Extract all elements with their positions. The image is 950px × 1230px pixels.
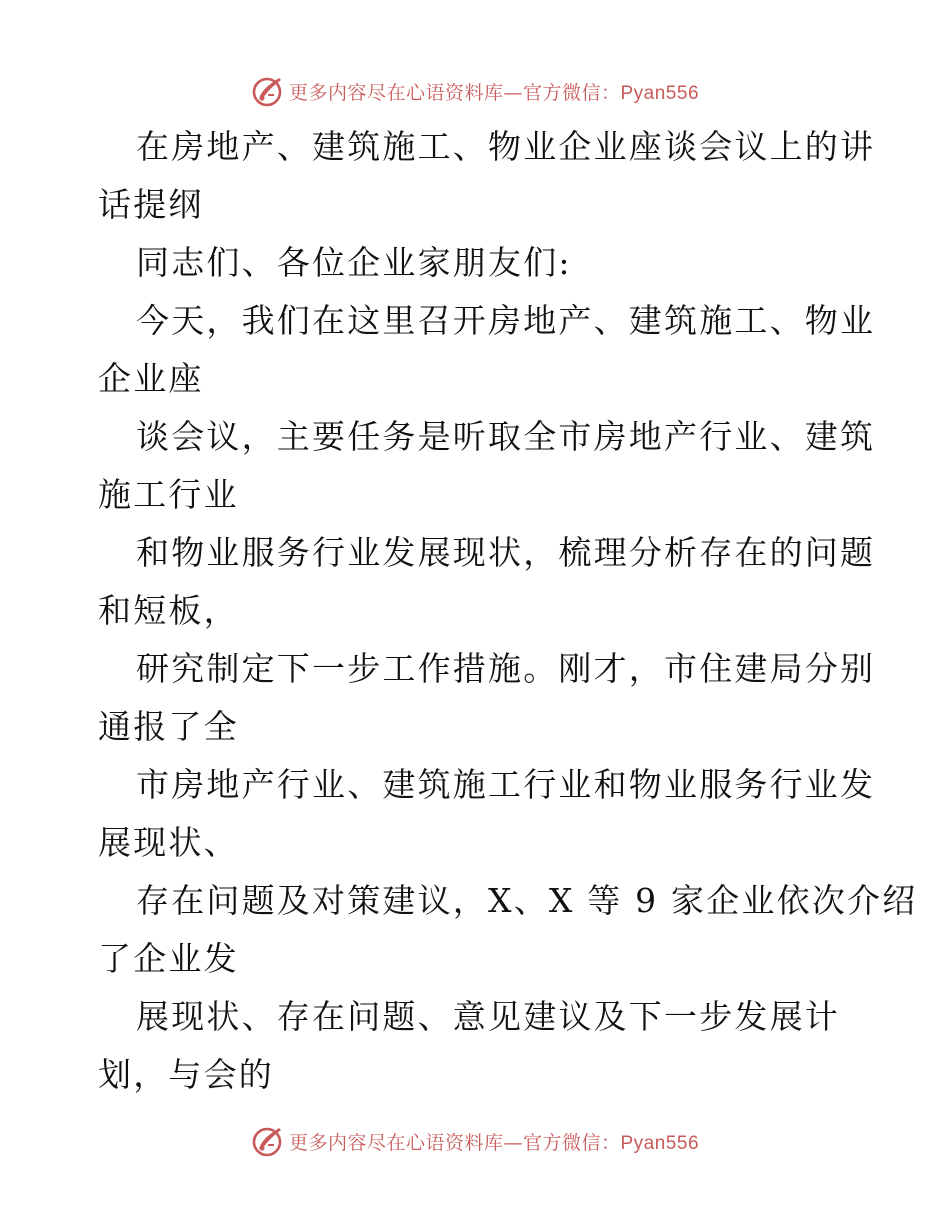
text-line: 存在问题及对策建议，X、X 等 9 家企业依次介绍 (136, 881, 918, 920)
text-line: 研究制定下一步工作措施。刚才，市住建局分别 (136, 649, 876, 688)
text-line: 今天，我们在这里召开房地产、建筑施工、物业 (136, 301, 876, 340)
header-banner (0, 71, 950, 111)
text-line: 企业座 (98, 359, 204, 398)
banner-promo: 更多内容尽在心语资料库 (288, 1131, 504, 1154)
banner-separator: — (503, 81, 523, 104)
text-line: 在房地产、建筑施工、物业企业座谈会议上的讲 (136, 127, 876, 166)
text-line: 谈会议，主要任务是听取全市房地产行业、建筑 (136, 417, 876, 456)
text-line: 同志们、各位企业家朋友们: (136, 243, 572, 282)
text-line: 和短板， (98, 591, 239, 630)
text-line: 话提纲 (98, 185, 204, 224)
banner-separator: — (503, 1131, 523, 1154)
banner-text (289, 1128, 699, 1155)
text-line: 市房地产行业、建筑施工行业和物业服务行业发 (136, 765, 876, 804)
document-body (98, 118, 918, 1104)
banner-wechat-label: 官方微信： (522, 1131, 621, 1154)
banner-wechat-label: 官方微信： (522, 81, 621, 104)
text-line: 了企业发 (98, 939, 239, 978)
text-line: 展现状、存在问题、意见建议及下一步发展计 (136, 997, 840, 1036)
banner-text (289, 78, 699, 105)
banner-wechat-id: Pyan556 (620, 1132, 700, 1154)
text-line: 展现状、 (98, 823, 239, 862)
text-line: 划，与会的 (98, 1055, 274, 1094)
footer-banner (0, 1121, 950, 1161)
brush-seal-logo-icon (251, 74, 285, 108)
brush-seal-logo-icon (251, 1124, 285, 1158)
banner-wechat-id: Pyan556 (620, 82, 700, 104)
text-line: 和物业服务行业发展现状，梳理分析存在的问题 (136, 533, 876, 572)
banner-promo: 更多内容尽在心语资料库 (288, 81, 504, 104)
text-line: 施工行业 (98, 475, 239, 514)
text-line: 通报了全 (98, 707, 239, 746)
